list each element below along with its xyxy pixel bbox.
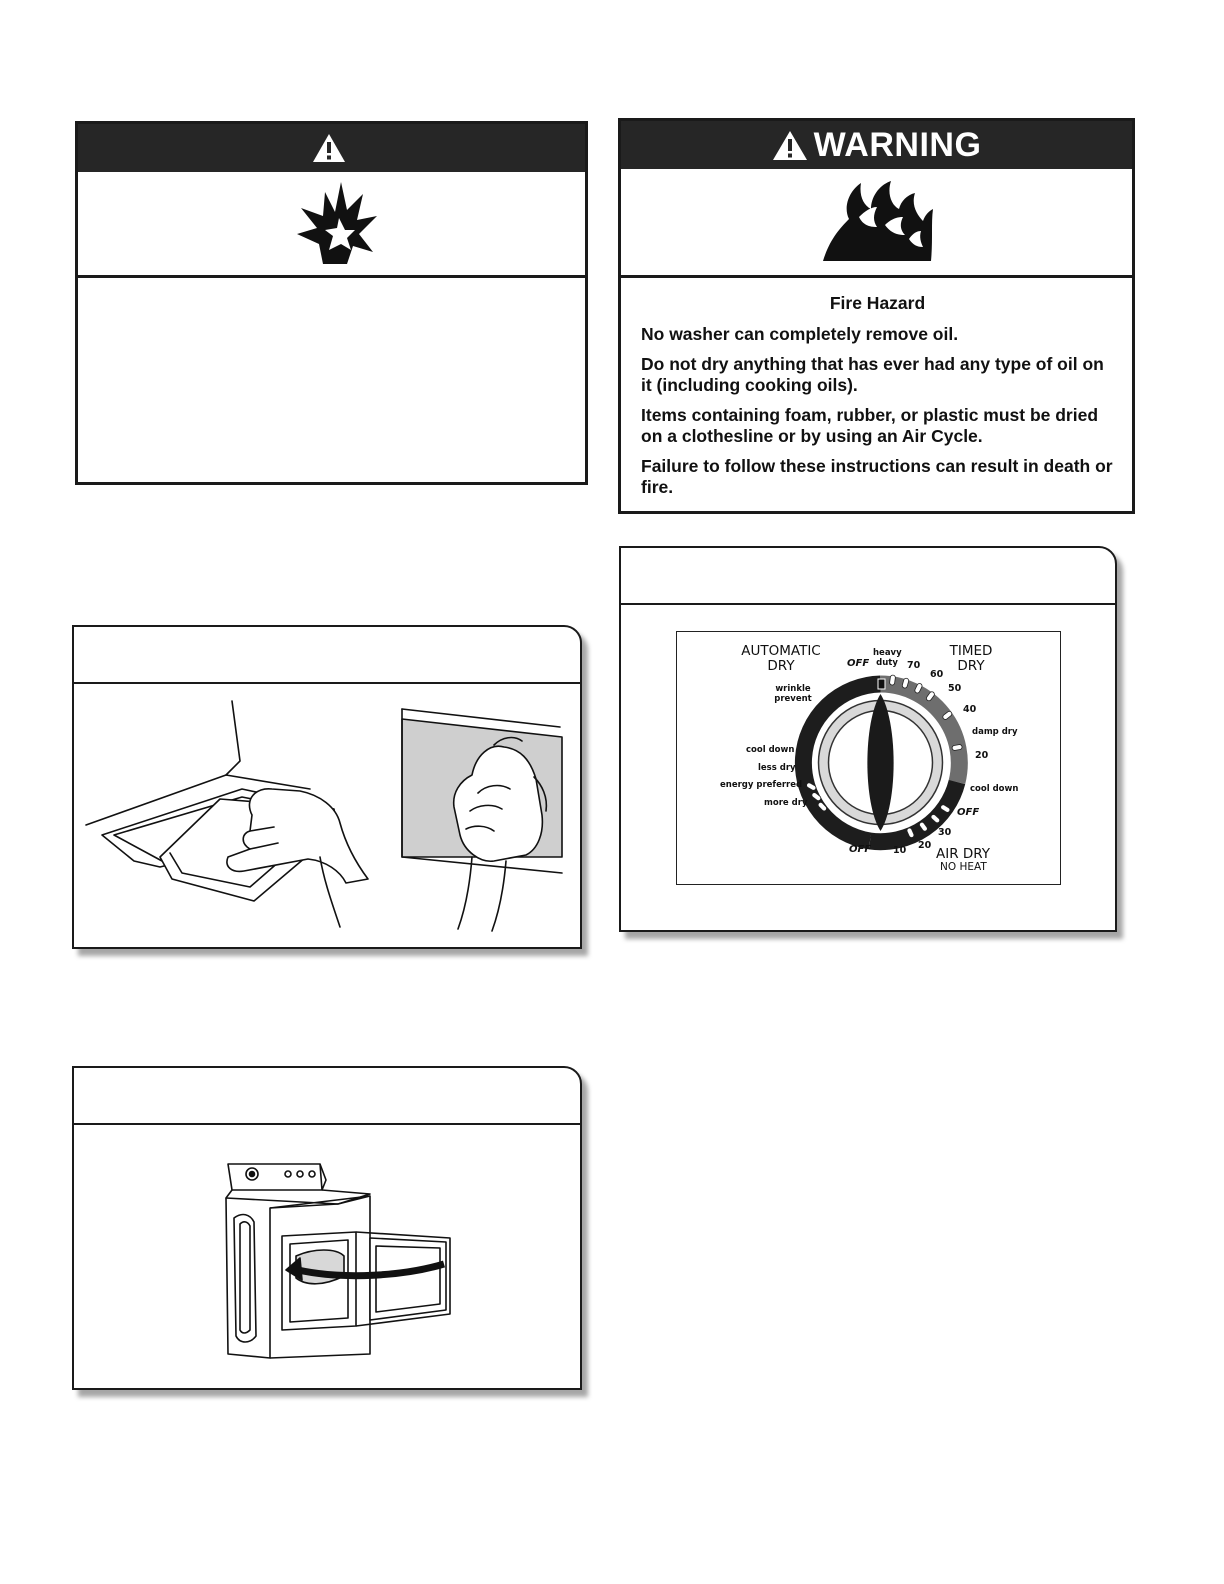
timed-dry-label: TIMED DRY	[949, 643, 993, 674]
fire-icon	[819, 177, 937, 268]
setting-50: 50	[948, 683, 962, 694]
dial-figure-panel	[619, 546, 1117, 932]
setting-40: 40	[963, 704, 977, 715]
warning-header	[621, 121, 1132, 169]
automatic-dry-label: AUTOMATIC DRY	[741, 643, 821, 674]
cool-down-left-label: cool down	[746, 745, 795, 755]
hazard-title: Fire Hazard	[829, 293, 926, 313]
fire-warning-box	[618, 118, 1135, 514]
lint-screen-figure-panel	[72, 625, 582, 949]
control-panel-frame	[676, 631, 1061, 885]
warning-header	[78, 124, 585, 172]
warning-signal-word: WARNING	[813, 125, 982, 164]
explosion-warning-box	[75, 121, 588, 485]
warning-paragraph: Failure to follow these instructions can result in death or fire.	[641, 456, 1113, 497]
off-top-label: OFF	[847, 658, 870, 669]
more-dry-label: more dry	[764, 798, 808, 808]
less-dry-label: less dry	[758, 763, 796, 773]
heavy-duty-label: heavy duty	[873, 648, 902, 668]
warning-paragraph: No washer can completely remove oil.	[641, 324, 959, 344]
wrinkle-prevent-label: wrinkle prevent	[774, 684, 812, 704]
setting-30: 30	[938, 827, 952, 838]
dryer-open-door-illustration	[74, 1126, 580, 1388]
cool-down-right-label: cool down	[970, 784, 1019, 794]
setting-70: 70	[907, 660, 921, 671]
setting-20-right: 20	[975, 750, 989, 761]
off-right-label: OFF	[957, 807, 980, 818]
warning-paragraph: Do not dry anything that has ever had any type of oil on it (including cooking oils).	[641, 354, 1104, 395]
setting-20-bottom: 20	[918, 840, 932, 851]
fire-warning-text	[641, 293, 1114, 507]
off-bottom-label: OFF	[849, 844, 872, 855]
setting-10: 10	[893, 845, 907, 856]
alert-triangle-icon	[772, 130, 808, 161]
lint-screen-illustration	[74, 685, 580, 947]
alert-triangle-icon	[312, 133, 346, 163]
air-dry-label: AIR DRY	[936, 846, 991, 862]
no-heat-label: NO HEAT	[940, 861, 987, 873]
setting-60: 60	[930, 669, 944, 680]
energy-preferred-label: energy preferred	[720, 780, 803, 790]
explosion-icon	[293, 180, 379, 271]
warning-paragraph: Items containing foam, rubber, or plastic must be dried on a clothesline or by using an Air Cycle.	[641, 405, 1099, 446]
damp-dry-label: damp dry	[972, 727, 1018, 737]
dryer-door-figure-panel	[72, 1066, 582, 1390]
